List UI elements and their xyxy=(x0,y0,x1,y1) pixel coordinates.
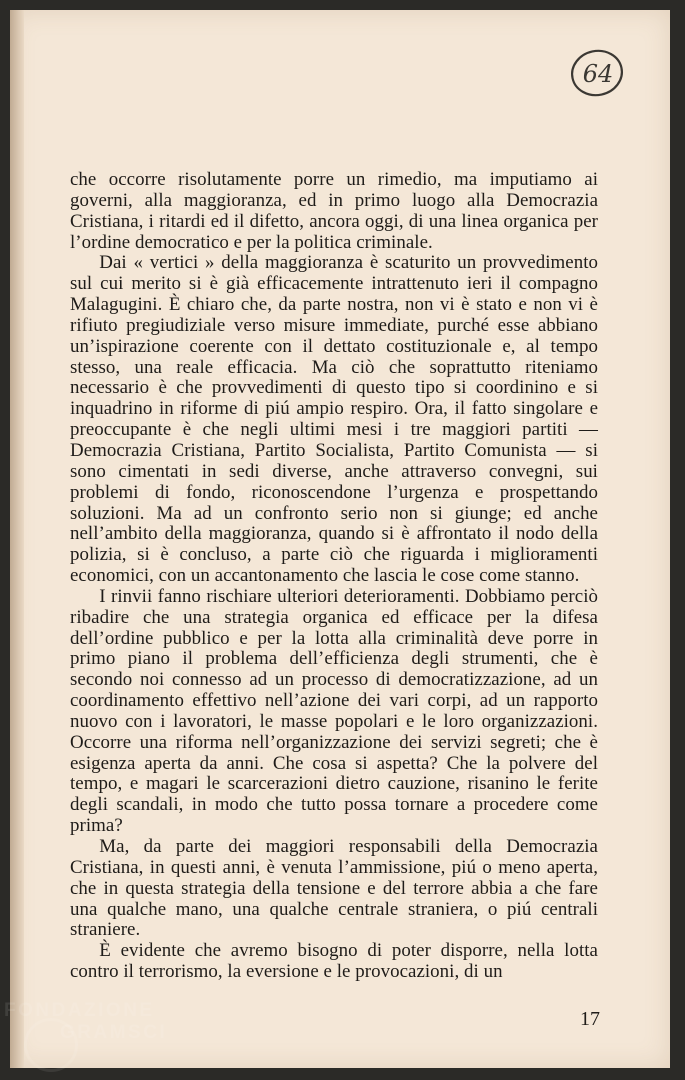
paragraph-5: È evidente che avremo bisogno di poter disporre, nella lotta contro il terrorismo, la eversione e le provocazioni, di un xyxy=(70,940,598,983)
paragraph-2: Dai « vertici » della maggioranza è scaturito un provvedimento sul cui merito si è già efficacemente intrattenuto ieri il compagno Malagugini. È chiaro che, da parte nostra, non vi è stato e non vi è rifiuto pregiudiziale verso misure immediate, purché esse abbiano un’ispirazione coerente con il dettato costituzionale e, al tempo stesso, una reale efficacia. Ma ciò che soprattutto riteniamo necessario è che provvedimenti di questo tipo si coordinino e si inquadrino in riforme di piú ampio respiro. Ora, il fatto singolare e preoccupante è che negli ultimi mesi i tre maggiori partiti — Democrazia Cristiana, Partito Socialista, Partito Comunista — si sono cimentati in sedi diverse, anche attraverso convegni, sui problemi di fondo, riconoscendone l’urgenza e prospettando soluzioni. Ma ad un confronto serio non si giunge; ed anche nell’ambito della maggioranza, quando si è affrontato il nodo della polizia, si è concluso, a parte ciò che riguarda i miglioramenti economici, con un accantonamento che lascia le cose come stanno. xyxy=(70,252,598,587)
paragraph-4: Ma, da parte dei maggiori responsabili della Democrazia Cristiana, in questi anni, è venuta l’ammissione, piú o meno aperta, che in questa strategia della tensione e del terrore abbia a che fare una qualche mano, una qualche centrale straniera, o piú centrali straniere. xyxy=(70,836,598,941)
handwritten-page-number xyxy=(567,42,629,102)
watermark-line-1: FONDAZIONE xyxy=(4,1000,155,1021)
page-folio-number: 17 xyxy=(580,1008,600,1030)
page-binding-edge xyxy=(10,10,24,1068)
handwritten-page-number-text: 64 xyxy=(582,60,614,88)
watermark-line-2: GRAMSCI xyxy=(60,1022,168,1043)
archive-watermark xyxy=(0,996,210,1080)
page-text-body xyxy=(70,170,598,983)
handwritten-circle-icon xyxy=(567,42,629,102)
paragraph-1: che occorre risolutamente porre un rimedio, ma imputiamo ai governi, alla maggioranza, ed in primo luogo alla Democrazia Cristiana, i ritardi ed il difetto, ancora oggi, di una linea organica per l’ordine democratico e per la politica criminale. xyxy=(70,169,598,253)
paragraph-3: I rinvii fanno rischiare ulteriori deterioramenti. Dobbiamo perciò ribadire che una strategia organica ed efficace per la difesa dell’ordine pubblico e per la lotta alla criminalità deve porre in primo piano il problema dell’efficienza degli strumenti, che è secondo noi connesso ad un processo di democratizzazione, ad un coordinamento effettivo nell’azione dei vari corpi, ad un rapporto nuovo con i lavoratori, le masse popolari e le loro organizzazioni. Occorre una riforma nell’organizzazione dei servizi segreti; che è esigenza aperta da anni. Che cosa si aspetta? Che la polvere del tempo, e magari le scarcerazioni dietro cauzione, risanino le ferite degli scandali, in modo che tutto possa tornare a procedere come prima? xyxy=(70,585,598,837)
book-page xyxy=(10,10,670,1068)
